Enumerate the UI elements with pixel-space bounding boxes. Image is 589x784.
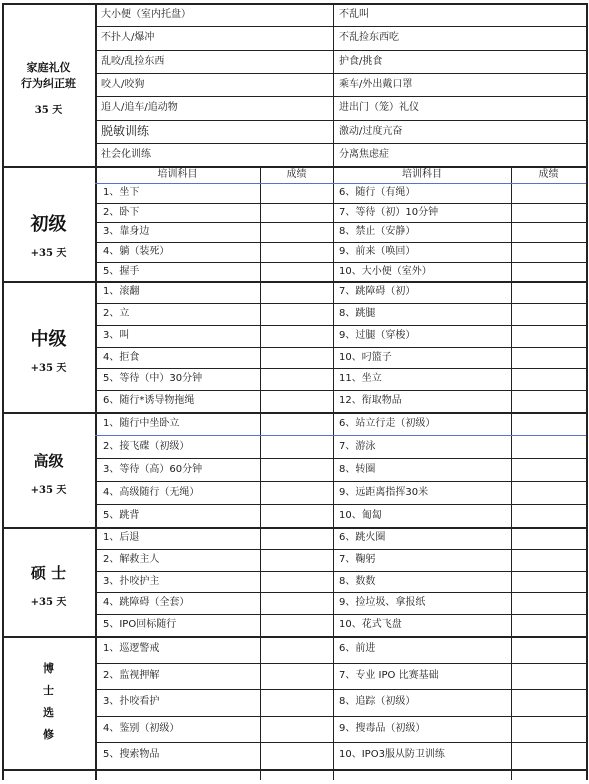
training-item: 1、坐下 <box>103 187 140 199</box>
training-item: 2、卧下 <box>103 206 140 218</box>
training-item: 4、躺（装死） <box>103 245 170 257</box>
training-item: 9、前来（唤回） <box>339 245 416 257</box>
intro-class-title: 家庭礼仪 <box>26 60 71 74</box>
intro-item: 不乱捡东西吃 <box>339 32 399 44</box>
training-item: 4、拒食 <box>103 351 140 363</box>
column-header: 成绩 <box>286 169 307 181</box>
training-item: 2、监视押解 <box>103 669 160 681</box>
level-days: +35 天 <box>30 485 67 497</box>
grid-line-v <box>586 3 588 780</box>
training-item: 9、过腿（穿梭） <box>339 329 416 341</box>
training-item: 5、搜索物品 <box>103 749 160 761</box>
level-name: 初级 <box>30 214 67 236</box>
training-item: 8、数数 <box>339 575 376 587</box>
training-item: 8、追踪（初级） <box>339 696 416 708</box>
level-days: +35 天 <box>30 597 67 609</box>
training-item: 8、转圈 <box>339 463 376 475</box>
level-days: +35 天 <box>30 248 67 260</box>
intro-item: 分离焦虑症 <box>339 148 389 160</box>
intro-item: 进出门（笼）礼仪 <box>339 102 419 114</box>
training-item: 6、前进 <box>339 642 376 654</box>
training-item: 3、等待（高）60分钟 <box>103 463 203 475</box>
training-item: 9、搜毒品（初级） <box>339 722 426 734</box>
level-name: 硕 士 <box>30 564 67 583</box>
training-item: 9、捡垃圾、拿报纸 <box>339 597 426 609</box>
training-item: 10、匍匐 <box>339 509 382 521</box>
training-item: 7、等待（初）10分钟 <box>339 206 439 218</box>
level-name: 高级 <box>33 452 64 471</box>
training-item: 3、扑咬看护 <box>103 696 160 708</box>
grid-line-h <box>95 143 586 144</box>
training-item: 10、大小便（室外） <box>339 265 432 277</box>
training-item: 6、跳火圈 <box>339 531 386 543</box>
grid-line-h <box>95 96 586 97</box>
training-item: 1、随行中坐卧立 <box>103 417 180 429</box>
training-item: 2、立 <box>103 307 130 319</box>
intro-item: 不乱叫 <box>339 9 369 20</box>
level-name: 博士选修 <box>43 662 54 742</box>
training-item: 4、高级随行（无绳） <box>103 486 200 498</box>
training-item: 7、跳障碍（初） <box>339 286 416 298</box>
intro-item: 大小便（室内托盘） <box>101 9 191 20</box>
training-item: 4、鉴别（初级） <box>103 722 180 734</box>
grid-line-v <box>333 166 334 780</box>
grid-line-v <box>511 166 512 780</box>
grid-line-v <box>333 3 334 166</box>
intro-class-subtitle: 行为纠正班 <box>21 76 76 90</box>
intro-item: 咬人/咬狗 <box>101 78 145 90</box>
training-item: 2、解救主人 <box>103 553 160 565</box>
training-item: 5、握手 <box>103 265 140 277</box>
training-item: 10、IPO3服从防卫训练 <box>339 749 445 761</box>
training-item: 5、跳背 <box>103 509 140 521</box>
training-item: 1、后退 <box>103 531 140 543</box>
training-item: 8、跳腿 <box>339 307 376 319</box>
training-item: 5、IPO回标随行 <box>103 619 177 631</box>
training-item: 1、滚翻 <box>103 286 140 298</box>
intro-item: 乱咬/乱捡东西 <box>101 55 165 67</box>
training-item: 5、等待（中）30分钟 <box>103 373 203 385</box>
training-item: 7、游泳 <box>339 440 376 452</box>
training-item: 3、靠身边 <box>103 226 150 238</box>
column-header: 成绩 <box>538 169 559 181</box>
intro-item: 不扑人/爆冲 <box>101 32 155 44</box>
training-item: 6、站立行走（初级） <box>339 417 436 429</box>
training-item: 4、跳障碍（全套） <box>103 597 190 609</box>
intro-item: 护食/挑食 <box>339 55 383 67</box>
training-item: 6、随行（有绳） <box>339 187 416 199</box>
grid-line-v <box>2 3 4 780</box>
training-item: 8、禁止（安静） <box>339 226 416 238</box>
grid-line-h <box>2 769 586 771</box>
training-item: 7、专业 IPO 比赛基础 <box>339 669 439 681</box>
intro-item: 社会化训练 <box>101 148 151 160</box>
training-item: 10、花式飞盘 <box>339 619 402 631</box>
intro-item: 乘车/外出戴口罩 <box>339 78 413 90</box>
training-item: 1、巡逻警戒 <box>103 642 160 654</box>
grid-line-v <box>260 166 261 780</box>
grid-line-h <box>95 73 586 74</box>
column-header: 培训科目 <box>157 169 198 181</box>
training-item: 12、衔取物品 <box>339 395 402 407</box>
grid-line-h <box>95 26 586 27</box>
level-name: 中级 <box>30 328 67 350</box>
training-item: 9、远距离指挥30米 <box>339 486 429 498</box>
training-item: 3、叫 <box>103 329 130 341</box>
training-item: 7、鞠躬 <box>339 553 376 565</box>
intro-item: 脱敏训练 <box>101 123 150 138</box>
training-item: 11、坐立 <box>339 373 382 385</box>
intro-days: 35 天 <box>34 104 63 116</box>
intro-item: 追人/追车/追动物 <box>101 102 178 114</box>
grid-line-h <box>95 50 586 51</box>
training-item: 3、扑咬护主 <box>103 575 160 587</box>
intro-item: 激动/过度亢奋 <box>339 125 403 137</box>
column-header: 培训科目 <box>402 169 442 181</box>
training-item: 2、接飞碟（初级） <box>103 440 190 452</box>
grid-line-h <box>95 120 586 121</box>
level-days: +35 天 <box>30 362 67 374</box>
training-item: 10、叼篮子 <box>339 351 392 363</box>
training-item: 6、随行*诱导物拖绳 <box>103 395 195 407</box>
